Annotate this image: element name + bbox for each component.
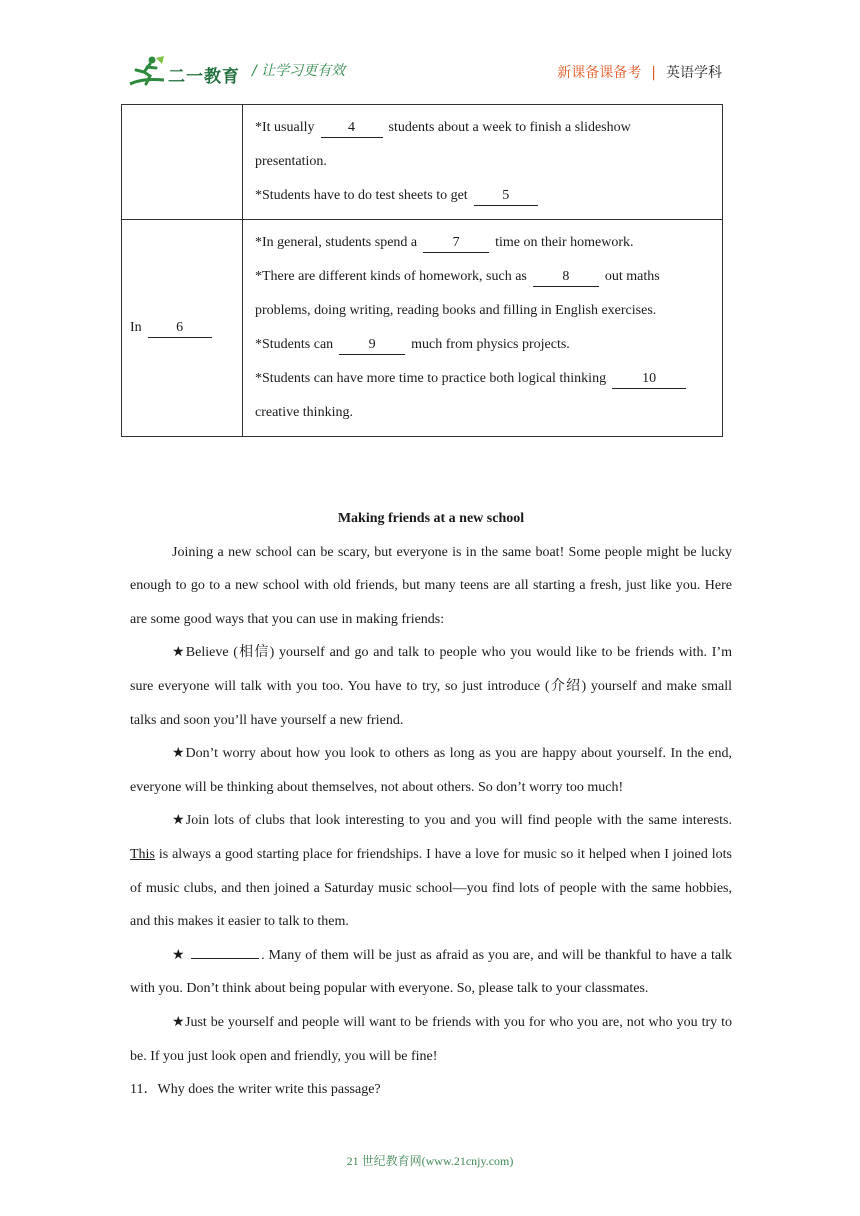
logo-text: 二一教育	[168, 67, 240, 87]
article-title: Making friends at a new school	[337, 511, 525, 526]
course-label: 新课备课备考	[557, 65, 642, 81]
subject-label: 英语学科	[666, 65, 722, 81]
blank-6: 6	[148, 319, 212, 338]
table-row	[122, 105, 723, 220]
text: much from physics projects.	[411, 337, 570, 352]
text: students about a week to finish a slideshow	[388, 120, 631, 135]
text: *In general, students spend a	[255, 235, 418, 250]
text: . Many of them will be just as afraid as you are, and will be thankful to have a talk with you. Don’t think about being popular with everyone. So, please talk to your classmates.	[130, 947, 733, 997]
paragraph: ★Believe (相信) yourself and go and talk to people who you would like to be friends with. I’m sure everyone will talk with you too. You have to try, so just introduce (介绍) yourself and make small talks and soon you’ll have yourself a new friend.	[130, 645, 732, 728]
table-line	[255, 328, 714, 362]
table-cell	[243, 220, 723, 437]
text: ★Join lots of clubs that look interesting to you and you will find people with the same interests.	[172, 813, 732, 829]
table-line	[255, 362, 714, 396]
text: out maths	[604, 269, 660, 284]
blank-10: 10	[612, 370, 686, 389]
text: time on their homework.	[495, 235, 634, 250]
table-line	[255, 179, 714, 213]
blank-8: 8	[533, 268, 599, 287]
table-line: creative thinking.	[255, 405, 353, 420]
header-right	[557, 62, 722, 82]
question: 11．Why does the writer write this passage?	[130, 1082, 381, 1098]
page-header	[0, 0, 860, 100]
table-cell	[122, 220, 243, 437]
page-footer: 21 世纪教育网(www.21cnjy.com)	[346, 1154, 514, 1168]
underlined-word: This	[130, 846, 155, 862]
logo	[128, 54, 240, 90]
table-line	[255, 226, 714, 260]
text: is always a good starting place for friendships. I have a love for music so it helped when I joined lots of music clubs, and then joined a Saturday music school—you find lots of people with the same hobbies, and this makes it easier to talk to them.	[130, 846, 733, 930]
paragraph: Joining a new school can be scary, but everyone is in the same boat! Some people might be lucky enough to go to a new school with old friends, but many teens are all starting a fresh, just like you. Here are some good ways that you can use in making friends:	[130, 544, 732, 627]
table-row	[122, 220, 723, 437]
text: *There are different kinds of homework, such as	[255, 269, 527, 284]
paragraph	[130, 804, 732, 938]
runner-logo-icon	[128, 54, 168, 90]
paragraph: ★Don’t worry about how you look to others as long as you are happy about yourself. In the end, everyone will be thinking about themselves, not about others. So don’t worry too much!	[130, 746, 732, 795]
paragraph: ★Just be yourself and people will want to be friends with you for who you are, not who you try to be. If you just look open and friendly, you will be fine!	[130, 1014, 732, 1064]
table-cell-empty	[122, 105, 243, 220]
paragraph	[130, 939, 732, 1006]
table-line: problems, doing writing, reading books and filling in English exercises.	[255, 303, 657, 318]
text: *Students can have more time to practice both logical thinking	[255, 371, 607, 386]
slogan: / 让学习更有效	[252, 63, 346, 79]
answer-blank	[191, 958, 259, 959]
blank-9: 9	[339, 336, 405, 355]
table-line: presentation.	[255, 154, 327, 169]
blank-4: 4	[321, 119, 383, 138]
blank-7: 7	[423, 234, 489, 253]
star-bullet: ★	[172, 947, 186, 963]
info-table	[121, 104, 723, 437]
table-line	[255, 260, 714, 294]
table-line	[255, 111, 714, 145]
header-separator: |	[651, 65, 656, 81]
table-cell	[243, 105, 723, 220]
article	[130, 502, 732, 1107]
text: *It usually	[255, 120, 315, 135]
text: *Students have to do test sheets to get	[255, 188, 468, 203]
text: In	[130, 319, 142, 335]
blank-5: 5	[474, 187, 538, 206]
text: *Students can	[255, 337, 334, 352]
